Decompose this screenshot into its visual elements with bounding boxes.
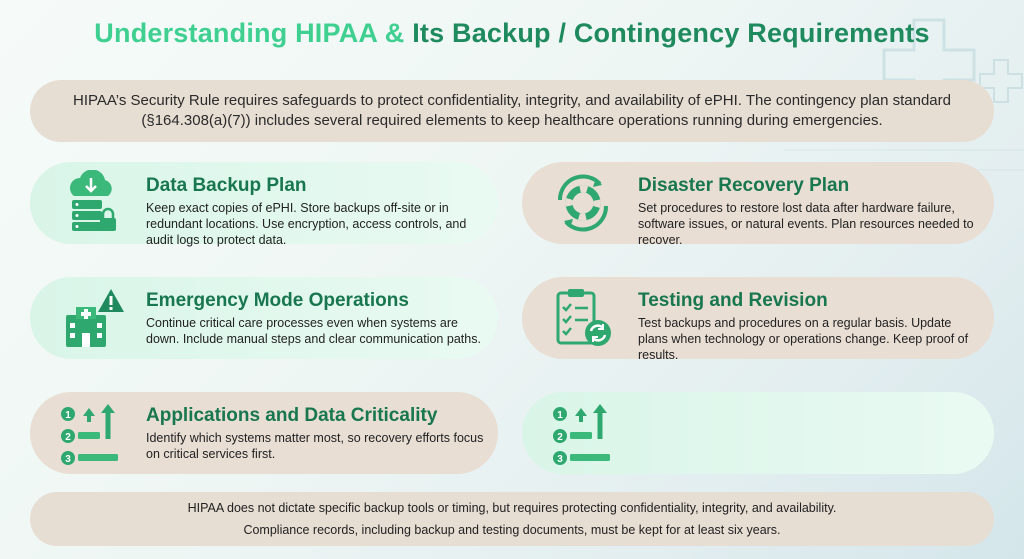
- card-description: Identify which systems matter most, so recovery efforts focus on critical services first.: [146, 431, 484, 461]
- svg-text:3: 3: [557, 454, 563, 465]
- page-title: Understanding HIPAA & Its Backup / Contingency Requirements: [94, 18, 930, 48]
- lifebuoy-recycle-icon: [548, 170, 618, 236]
- cloud-server-lock-icon: [56, 170, 126, 236]
- card-title: Data Backup Plan: [146, 175, 307, 196]
- svg-text:3: 3: [65, 454, 71, 465]
- card-title: Emergency Mode Operations: [146, 290, 409, 311]
- svg-text:1: 1: [65, 410, 71, 421]
- card-data-backup-plan: [30, 162, 498, 247]
- card-description: Set procedures to restore lost data after hardware failure, software issues, or natural events. Plan resources needed to recover.: [638, 201, 974, 247]
- card-description: Keep exact copies of ePHI. Store backups off-site or in redundant locations. Use encryption, access controls, and audit logs to protect data.: [146, 201, 467, 247]
- clipboard-checklist-refresh-icon: [548, 285, 618, 351]
- svg-text:2: 2: [557, 432, 563, 443]
- card-description: Test backups and procedures on a regular basis. Update plans when technology or operations change. Keep proof of results.: [638, 316, 969, 362]
- footer-line-2: Compliance records, including backup and testing documents, must be kept for at least six years.: [243, 523, 781, 537]
- footer-line-1: HIPAA does not dictate specific backup tools or timing, but requires protecting confidentiality, integrity, and availability.: [187, 501, 837, 515]
- hospital-warning-icon: [56, 285, 126, 351]
- priority-ranking-icon: [548, 400, 618, 466]
- card-emergency-mode-operations: [30, 277, 498, 359]
- card-title: Testing and Revision: [638, 290, 828, 311]
- card-priority-placeholder: [522, 392, 994, 474]
- card-title: Applications and Data Criticality: [146, 405, 438, 426]
- intro-banner: HIPAA’s Security Rule requires safeguards to protect confidentiality, integrity, and availability of ePHI. The contingency plan standard (§164.308(a)(7)) includes several required elements to keep healthcare operations running during emergencies.: [30, 80, 994, 142]
- card-description: Continue critical care processes even when systems are down. Include manual steps and clear communication paths.: [146, 316, 481, 346]
- card-title: Disaster Recovery Plan: [638, 175, 850, 196]
- card-disaster-recovery-plan: [522, 162, 994, 247]
- svg-text:1: 1: [557, 410, 563, 421]
- footer-note: [30, 492, 994, 546]
- card-applications-data-criticality: [30, 392, 498, 474]
- card-testing-and-revision: [522, 277, 994, 362]
- priority-ranking-icon: [56, 400, 126, 466]
- svg-text:2: 2: [65, 432, 71, 443]
